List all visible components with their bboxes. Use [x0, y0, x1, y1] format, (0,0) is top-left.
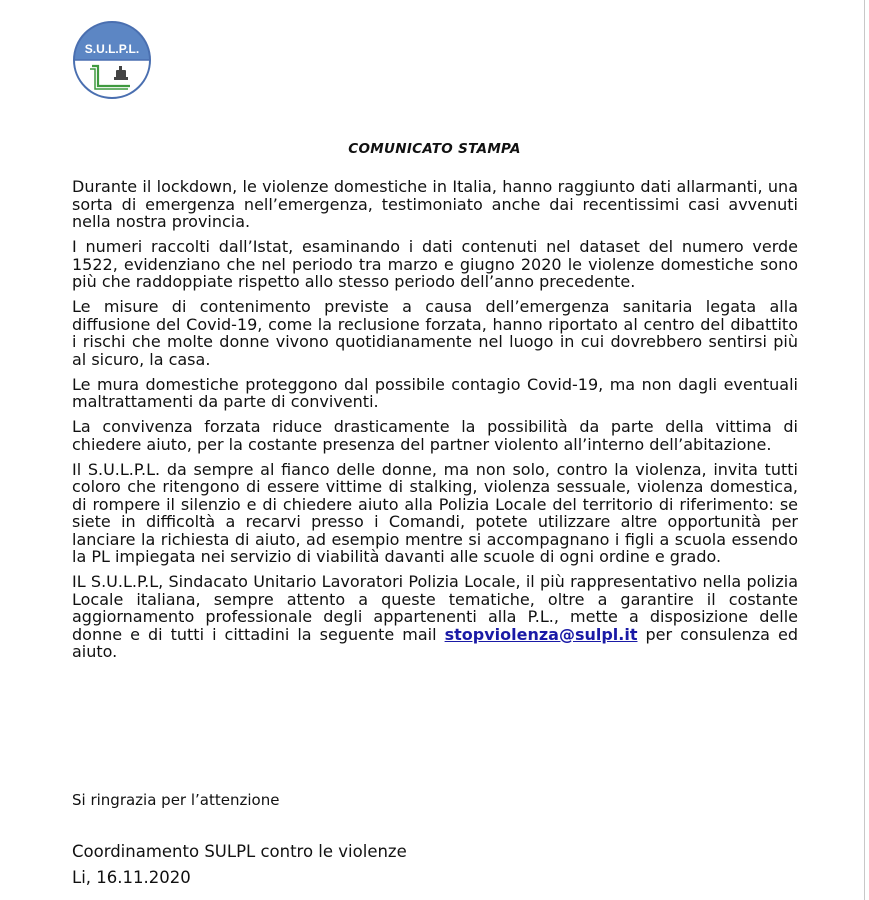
paragraph-3: Le misure di contenimento previste a causa dell’emergenza sanitaria legata alla diffusione del Covid-19, come la reclusione forzata, hanno riportato al centro del dibattito i rischi che molte donne vivono quotidianamente nel luogo in cui dovrebbero sentirsi più al sicuro, la casa. — [72, 297, 798, 369]
closing-thanks: Si ringrazia per l’attenzione — [72, 791, 280, 809]
email-link[interactable]: stopviolenza@sulpl.it — [444, 624, 638, 644]
document-title: COMUNICATO STAMPA — [348, 141, 521, 157]
document-body — [72, 178, 798, 668]
paragraph-7-tail: per consulenza ed aiuto. — [72, 624, 799, 661]
paragraph-1: Durante il lockdown, le violenze domestiche in Italia, hanno raggiunto dati allarmanti, una sorta di emergenza nell’emergenza, testimoniato anche dai recentissimi casi avvenuti nella nostra provincia. — [72, 177, 798, 231]
paragraph-7 — [72, 573, 798, 661]
paragraph-4: Le mura domestiche proteggono dal possibile contagio Covid-19, ma non dagli eventuali maltrattamenti da parte di conviventi. — [72, 374, 798, 411]
paragraph-5: La convivenza forzata riduce drasticamente la possibilità da parte della vittima di chiedere aiuto, per la costante presenza del partner violento all’interno dell’abitazione. — [72, 417, 798, 454]
svg-text:S.U.L.P.L.: S.U.L.P.L. — [84, 42, 140, 56]
sulpl-logo — [72, 20, 152, 100]
signature: Coordinamento SULPL contro le violenze — [72, 842, 407, 861]
paragraph-7-text: IL S.U.L.P.L, Sindacato Unitario Lavoratori Polizia Locale, il più rappresentativo nella polizia Locale italiana, sempre attento a queste tematiche, oltre a garantire il costante aggiornamento professionale degli appartenenti alla P.L., mette a disposizione delle donne e di tutti i cittadini la seguente mail — [72, 572, 798, 644]
place-date: Li, 16.11.2020 — [72, 868, 191, 887]
page-border — [864, 0, 865, 900]
paragraph-2: I numeri raccolti dall’Istat, esaminando i dati contenuti nel dataset del numero verde 1522, evidenziano che nel periodo tra marzo e giugno 2020 le violenze domestiche sono più che raddoppiate rispetto allo stesso periodo dell’anno precedente. — [72, 237, 798, 291]
paragraph-6: Il S.U.L.P.L. da sempre al fianco delle donne, ma non solo, contro la violenza, invita tutti coloro che ritengono di essere vittime di stalking, violenza sessuale, violenza domestica, di rompere il silenzio e di chiedere aiuto alla Polizia Locale del territorio di riferimento: se siete in difficoltà a recarvi presso i Comandi, potete utilizzare altre opportunità per lanciare la richiesta di aiuto, ad esempio mentre si accompagnano i figli a scuola essendo la PL impiegata nei servizio di viabilità davanti alle scuole di ogni ordine e grado. — [72, 459, 798, 566]
